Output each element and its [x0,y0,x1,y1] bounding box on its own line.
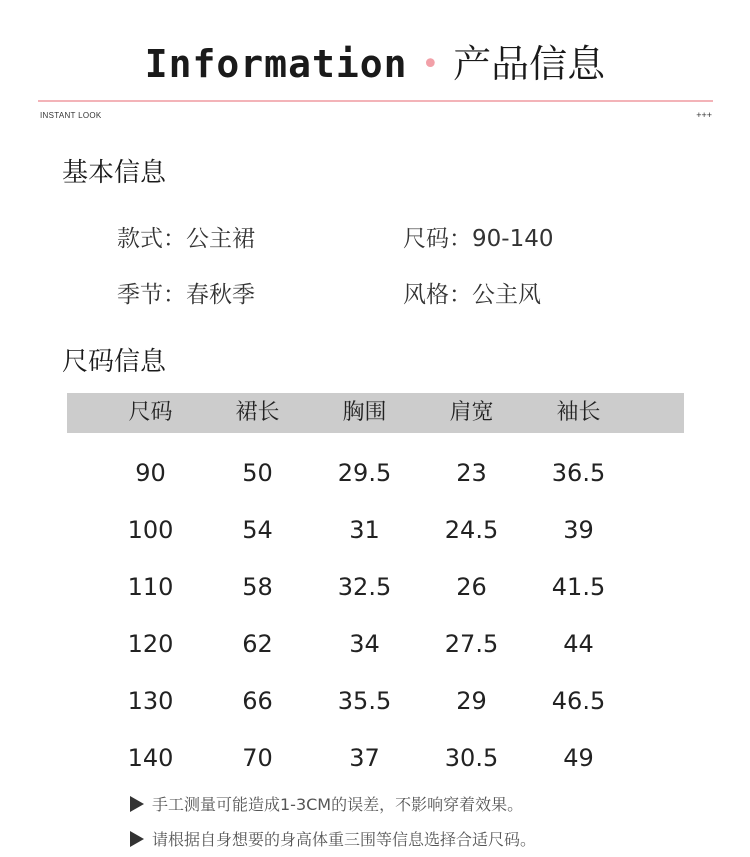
table-cell: 130 [127,687,174,715]
note-size-selection [130,827,536,850]
table-cell: 27.5 [444,630,499,658]
table-cell: 44 [563,630,594,658]
table-cell: 30.5 [444,744,499,772]
table-cell: 70 [242,744,273,772]
info-label: 尺码： [403,226,472,252]
page-title [0,40,750,89]
size-info-title: 尺码信息 [62,347,167,377]
table-cell: 31 [349,516,380,544]
table-row [67,718,684,775]
column-header: 袖长 [556,400,601,425]
instant-look-tag: INSTANT LOOK [40,111,102,120]
info-label: 款式： [117,226,186,252]
info-label: 风格： [403,282,472,308]
header-divider [38,100,713,102]
info-item-season [117,276,255,309]
table-row [67,490,684,547]
table-cell: 23 [456,459,487,487]
column-header: 胸围 [342,400,387,425]
size-table [67,393,684,775]
play-triangle-icon [130,831,144,847]
info-item-style [117,220,255,253]
title-chinese: 产品信息 [453,42,606,86]
table-cell: 140 [127,744,174,772]
table-cell: 32.5 [337,573,392,601]
table-cell: 58 [242,573,273,601]
note-text: 手工测量可能造成1-3CM的误差，不影响穿着效果。 [152,795,524,814]
table-cell: 29.5 [337,459,392,487]
play-triangle-icon [130,796,144,812]
table-cell: 120 [127,630,174,658]
title-separator-dot: • [421,47,440,82]
table-cell: 34 [349,630,380,658]
note-measurement [130,792,523,815]
table-cell: 41.5 [551,573,606,601]
table-cell: 54 [242,516,273,544]
info-value: 公主裙 [186,226,255,252]
table-row [67,547,684,604]
table-row [67,433,684,490]
column-header: 尺码 [128,400,173,425]
table-cell: 46.5 [551,687,606,715]
table-cell: 49 [563,744,594,772]
info-value: 春秋季 [186,282,255,308]
title-english: Information [144,42,408,86]
table-cell: 35.5 [337,687,392,715]
info-item-design-style [403,276,541,309]
table-cell: 36.5 [551,459,606,487]
note-text: 请根据自身想要的身高体重三围等信息选择合适尺码。 [152,830,537,849]
table-cell: 39 [563,516,594,544]
table-cell: 29 [456,687,487,715]
table-row [67,604,684,661]
info-value: 公主风 [472,282,541,308]
table-cell: 37 [349,744,380,772]
column-header: 肩宽 [449,400,494,425]
info-label: 季节： [117,282,186,308]
table-cell: 50 [242,459,273,487]
plus-marks: +++ [696,110,712,120]
table-cell: 66 [242,687,273,715]
table-cell: 90 [135,459,166,487]
info-item-size [403,220,553,253]
column-header: 裙长 [235,400,280,425]
table-row [67,661,684,718]
table-cell: 100 [127,516,174,544]
info-value: 90-140 [472,226,554,252]
size-table-header [67,393,684,433]
table-cell: 26 [456,573,487,601]
table-cell: 24.5 [444,516,499,544]
basic-info-title: 基本信息 [62,158,167,188]
table-cell: 62 [242,630,273,658]
table-cell: 110 [127,573,174,601]
